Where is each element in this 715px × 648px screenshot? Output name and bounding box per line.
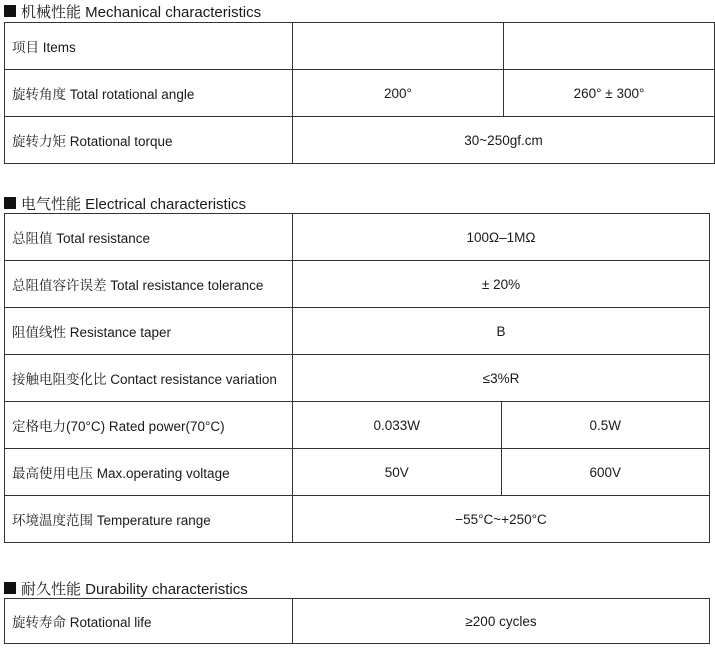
row-value bbox=[504, 23, 715, 70]
row-value: 200° bbox=[293, 70, 504, 117]
square-bullet-icon bbox=[4, 197, 16, 209]
row-value: 0.033W bbox=[293, 402, 502, 449]
row-label: 接触电阻变化比 Contact resistance variation bbox=[5, 355, 293, 402]
row-label: 环境温度范围 Temperature range bbox=[5, 496, 293, 543]
row-value: 600V bbox=[501, 449, 710, 496]
row-value: B bbox=[293, 308, 710, 355]
table-row bbox=[5, 449, 710, 496]
row-value: ≥200 cycles bbox=[293, 599, 710, 644]
row-value: ≤3%R bbox=[293, 355, 710, 402]
table-row bbox=[5, 308, 710, 355]
row-label: 总阻值 Total resistance bbox=[5, 214, 293, 261]
row-label: 定格电力(70°C) Rated power(70°C) bbox=[5, 402, 293, 449]
durability-table bbox=[4, 598, 710, 644]
electrical-title: 电气性能 Electrical characteristics bbox=[4, 195, 246, 211]
mechanical-title: 机械性能 Mechanical characteristics bbox=[4, 3, 261, 19]
durability-title: 耐久性能 Durability characteristics bbox=[4, 580, 248, 596]
row-value: 260° ± 300° bbox=[504, 70, 715, 117]
row-label: 旋转角度 Total rotational angle bbox=[5, 70, 293, 117]
table-row bbox=[5, 70, 715, 117]
table-row bbox=[5, 23, 715, 70]
row-value: 100Ω–1MΩ bbox=[293, 214, 710, 261]
row-label: 最高使用电压 Max.operating voltage bbox=[5, 449, 293, 496]
row-label: 阻值线性 Resistance taper bbox=[5, 308, 293, 355]
square-bullet-icon bbox=[4, 5, 16, 17]
table-row bbox=[5, 355, 710, 402]
table-row bbox=[5, 496, 710, 543]
row-label: 总阻值容许误差 Total resistance tolerance bbox=[5, 261, 293, 308]
row-value: ± 20% bbox=[293, 261, 710, 308]
electrical-table bbox=[4, 213, 710, 543]
table-row bbox=[5, 117, 715, 164]
row-value: −55°C~+250°C bbox=[293, 496, 710, 543]
row-label: 旋转寿命 Rotational life bbox=[5, 599, 293, 644]
mechanical-table bbox=[4, 22, 715, 164]
row-value: 30~250gf.cm bbox=[293, 117, 715, 164]
table-row bbox=[5, 599, 710, 644]
row-value: 50V bbox=[293, 449, 502, 496]
row-value bbox=[293, 23, 504, 70]
square-bullet-icon bbox=[4, 582, 16, 594]
row-value: 0.5W bbox=[501, 402, 710, 449]
table-row bbox=[5, 214, 710, 261]
table-row bbox=[5, 402, 710, 449]
table-row bbox=[5, 261, 710, 308]
row-label: 项目 Items bbox=[5, 23, 293, 70]
row-label: 旋转力矩 Rotational torque bbox=[5, 117, 293, 164]
